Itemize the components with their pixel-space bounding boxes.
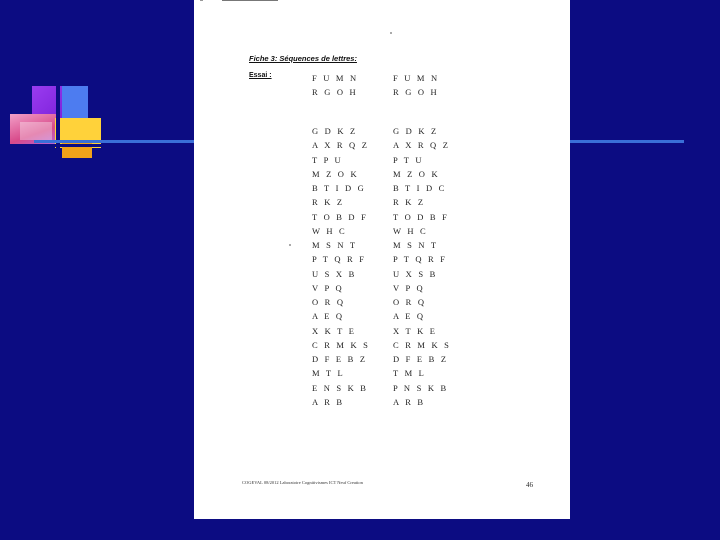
sequence-right: P N S K B: [393, 383, 449, 393]
sequence-left: W H C: [312, 226, 347, 236]
sequence-left: D F E B Z: [312, 354, 368, 364]
essai-left: R G O H: [312, 87, 358, 97]
document-heading: Fiche 3: Séquences de lettres:: [249, 54, 357, 63]
rule-line-left: [34, 140, 194, 143]
sequence-right: G D K Z: [393, 126, 439, 136]
scan-mark: [222, 0, 278, 1]
essai-left: F U M N: [312, 73, 359, 83]
essai-right: R G O H: [393, 87, 439, 97]
deco-blue-block: [62, 86, 88, 120]
deco-horizontal-divider: [10, 144, 102, 147]
scan-speck: [289, 244, 291, 246]
sequence-right: A R B: [393, 397, 426, 407]
sequence-right: T O D B F: [393, 212, 450, 222]
sequence-right: W H C: [393, 226, 428, 236]
sequence-left: A E Q: [312, 311, 345, 321]
sequence-right: O R Q: [393, 297, 427, 307]
sequence-right: R K Z: [393, 197, 426, 207]
sequence-left: M T L: [312, 368, 345, 378]
sequence-left: P T Q R F: [312, 254, 367, 264]
sequence-left: A R B: [312, 397, 345, 407]
sequence-right: A X R Q Z: [393, 140, 451, 150]
sequence-left: T O B D F: [312, 212, 369, 222]
sequence-right: B T I D C: [393, 183, 447, 193]
sequence-left: M S N T: [312, 240, 358, 250]
deco-vertical-divider: [56, 86, 60, 158]
sequence-left: A X R Q Z: [312, 140, 370, 150]
document-footer: COGEVAL 08/2012 Laboratoire Cognitivismes ICT Neuf Creation: [242, 480, 363, 485]
sequence-left: V P Q: [312, 283, 344, 293]
sequence-left: O R Q: [312, 297, 346, 307]
sequence-left: E N S K B: [312, 383, 369, 393]
sequence-left: G D K Z: [312, 126, 358, 136]
page-number: 46: [526, 481, 533, 489]
scan-mark: [200, 0, 203, 1]
document-page: [194, 0, 570, 519]
essai-right: F U M N: [393, 73, 440, 83]
sequence-right: D F E B Z: [393, 354, 449, 364]
sequence-right: A E Q: [393, 311, 426, 321]
sequence-right: M Z O K: [393, 169, 440, 179]
deco-white-block: [20, 122, 52, 140]
sequence-left: M Z O K: [312, 169, 359, 179]
essai-label: Essai :: [249, 72, 272, 79]
sequence-right: M S N T: [393, 240, 439, 250]
scan-speck: [390, 32, 392, 34]
sequence-right: P T Q R F: [393, 254, 448, 264]
sequence-left: X K T E: [312, 326, 357, 336]
sequence-right: X T K E: [393, 326, 438, 336]
sequence-right: T M L: [393, 368, 427, 378]
sequence-right: U X S B: [393, 269, 438, 279]
sequence-left: U S X B: [312, 269, 357, 279]
rule-line-right: [570, 140, 684, 143]
sequence-left: B T I D G: [312, 183, 366, 193]
sequence-left: C R M K S: [312, 340, 371, 350]
sequence-right: P T U: [393, 155, 424, 165]
sequence-left: R K Z: [312, 197, 345, 207]
sequence-right: V P Q: [393, 283, 425, 293]
sequence-left: T P U: [312, 155, 343, 165]
sequence-right: C R M K S: [393, 340, 452, 350]
